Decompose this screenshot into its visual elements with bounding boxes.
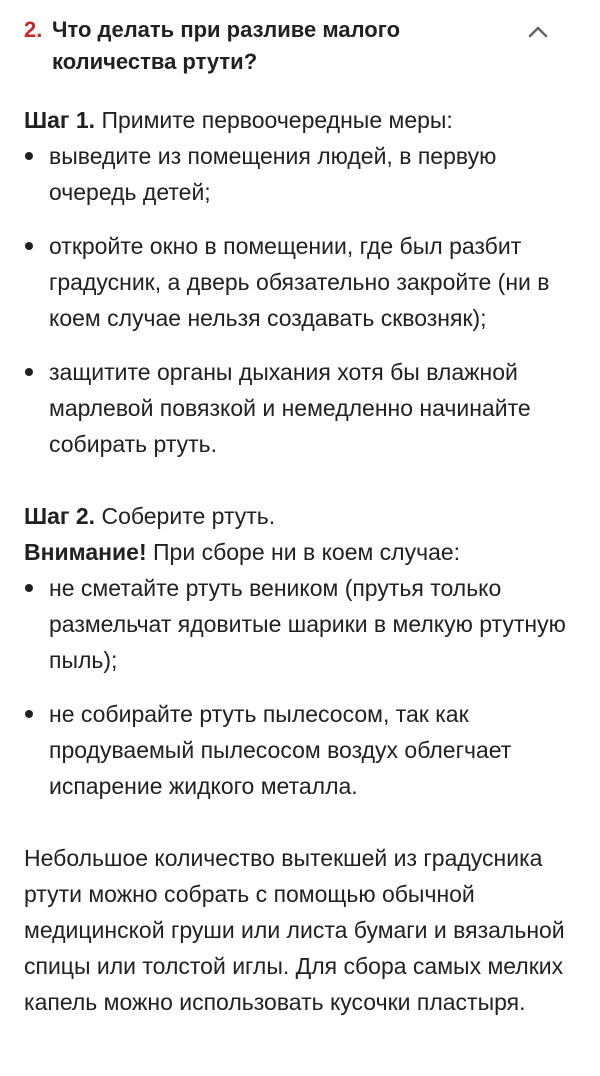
- list-item-text: выведите из помещения людей, в первую очередь детей;: [49, 143, 497, 205]
- list-item: [24, 228, 580, 336]
- step-2-label: Шаг 2.: [24, 503, 96, 529]
- bullet-icon: [25, 152, 33, 160]
- list-item-text: откройте окно в помещении, где был разбит градусник, а дверь обязательно закройте (ни в коем случае нельзя создавать сквозняк);: [49, 233, 550, 331]
- list-item-text: не сметайте ртуть веником (прутья только размельчат ядовитые шарики в мелкую ртутную пыль);: [49, 575, 566, 673]
- step-2-heading: [24, 498, 580, 534]
- list-item: [24, 570, 580, 678]
- closing-paragraph: Небольшое количество вытекшей из градусника ртути можно собрать с помощью обычной медицинской груши или листа бумаги и вязальной спицы или толстой иглы. Для сбора самых мелких капель можно использовать кусочки пластыря.: [24, 845, 565, 1015]
- bullet-icon: [25, 368, 33, 376]
- list-item-text: защитите органы дыхания хотя бы влажной марлевой повязкой и немедленно начинайте собирать ртуть.: [49, 359, 531, 457]
- step-1-heading: [24, 102, 580, 138]
- warning-label: Внимание!: [24, 539, 147, 565]
- question-title[interactable]: Что делать при разливе малого количества ртути?: [52, 17, 401, 74]
- step-1-text: Примите первоочередные меры:: [95, 107, 453, 133]
- list-item: [24, 138, 580, 210]
- bullet-icon: [25, 710, 33, 718]
- warning-line: [24, 534, 580, 570]
- list-item: [24, 354, 580, 462]
- step-1-list: [24, 138, 580, 462]
- list-item-text: не собирайте ртуть пылесосом, так как продуваемый пылесосом воздух облегчает испарение жидкого металла.: [49, 701, 512, 799]
- step-2-text: Соберите ртуть.: [95, 503, 276, 529]
- question-number: 2.: [24, 17, 43, 42]
- warning-text: При сборе ни в коем случае:: [146, 539, 461, 565]
- step-1-label: Шаг 1.: [24, 107, 96, 133]
- step-2-list: [24, 570, 580, 804]
- answer-content: [24, 102, 580, 1020]
- accordion-header[interactable]: [24, 14, 576, 78]
- list-item: [24, 696, 580, 804]
- bullet-icon: [25, 242, 33, 250]
- chevron-up-icon[interactable]: [518, 14, 558, 50]
- bullet-icon: [25, 584, 33, 592]
